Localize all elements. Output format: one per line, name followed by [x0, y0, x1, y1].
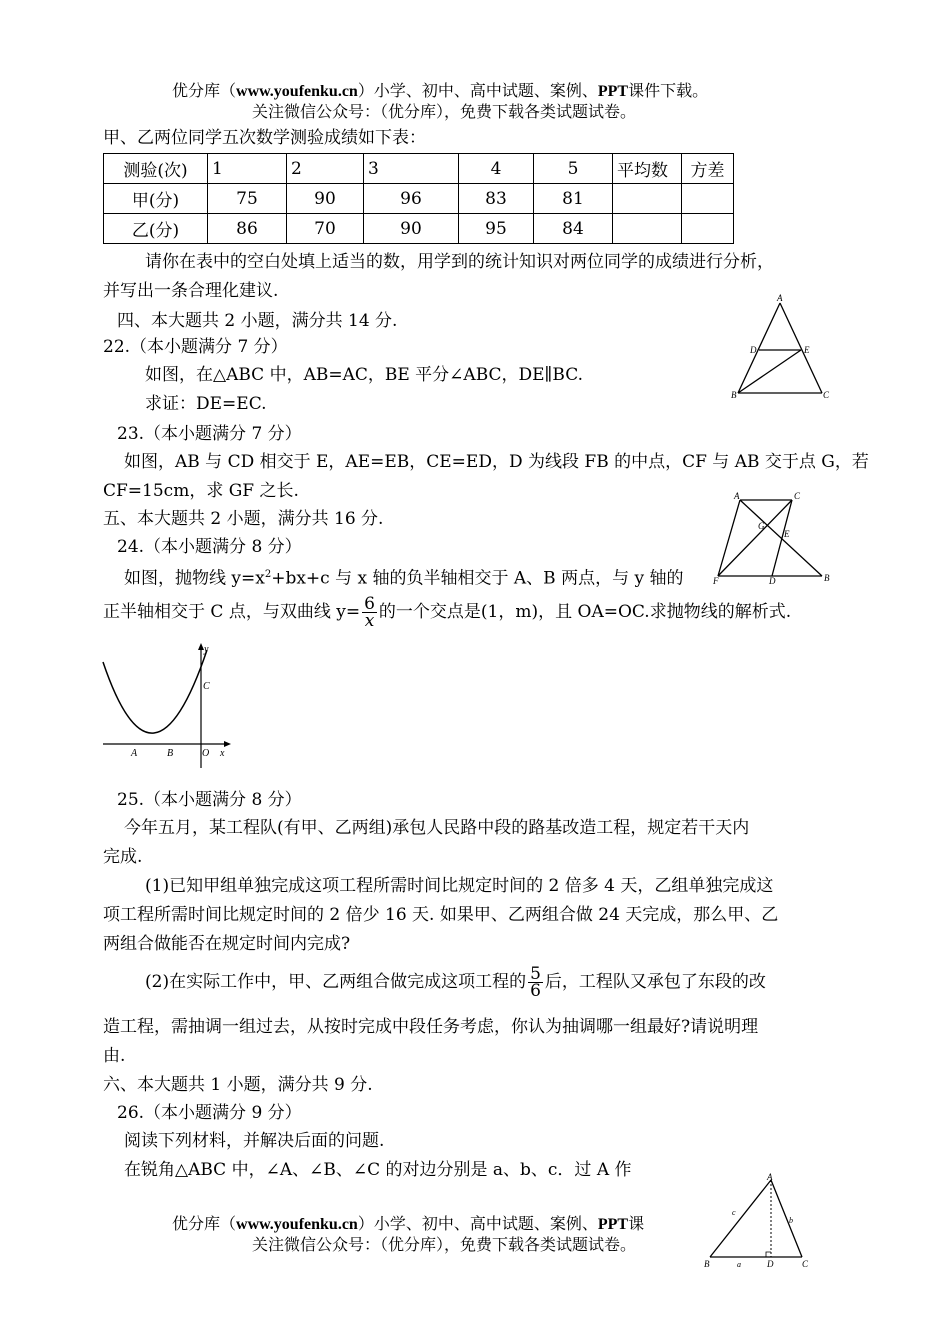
label-E: E — [804, 345, 810, 355]
table-cell: 70 — [287, 214, 364, 244]
q25-part1-1: (1)已知甲组单独完成这项工程所需时间比规定时间的 2 倍多 4 天，乙组单独完成这 — [145, 876, 774, 896]
fraction-5-over-6: $\frac{5}{6}$ — [530, 964, 541, 1001]
table-cell: 90 — [364, 214, 459, 244]
q21-text-1: 请你在表中的空白处填上适当的数，用学到的统计知识对两位同学的成绩进行分析， — [145, 252, 774, 272]
q25-part2-1: (2)在实际工作中，甲、乙两组合做完成这项工程的 $\frac{5}{6}$ 后，工程队又承包了东段的改 — [145, 964, 766, 1001]
header-cell: 4 — [459, 154, 534, 184]
label-x: x — [220, 748, 225, 759]
figure-q26-triangle — [700, 1172, 815, 1272]
q25-part1-2: 项工程所需时间比规定时间的 2 倍少 16 天. 如果甲、乙两组合做 24 天完成，那么甲、乙 — [103, 905, 779, 925]
q25-title: 25.（本小题满分 8 分） — [117, 790, 302, 810]
q25-part2-2: 造工程，需抽调一组过去，从按时完成中段任务考虑，你认为抽调哪一组最好?请说明理 — [103, 1017, 759, 1037]
table-cell — [613, 184, 682, 214]
row-label: 乙(分) — [104, 214, 208, 244]
label-A: A — [734, 491, 740, 501]
page-header-line2: 关注微信公众号：（优分库），免费下载各类试题试卷。 — [252, 102, 637, 121]
label-C: C — [794, 491, 801, 501]
label-D: D — [767, 1259, 774, 1269]
label-A: A — [131, 748, 138, 759]
fraction-6-over-x: $\frac{6}{x}$ — [364, 594, 375, 631]
label-y: y — [204, 644, 209, 655]
table-cell: 86 — [208, 214, 287, 244]
q22-title: 22.（本小题满分 7 分） — [103, 337, 288, 357]
figure-q22-triangle — [728, 293, 838, 403]
label-D: D — [769, 576, 776, 585]
header-cell: 方差 — [682, 154, 734, 184]
table-row — [104, 214, 734, 244]
label-b: b — [789, 1216, 793, 1225]
page-header-line1: 优分库（www.youfenku.cn）小学、初中、高中试题、案例、PPT课件下载。 — [172, 81, 709, 100]
table-cell: 96 — [364, 184, 459, 214]
label-G: G — [758, 521, 765, 531]
label-C: C — [823, 390, 830, 400]
page-footer-line1: 优分库（www.youfenku.cn）小学、初中、高中试题、案例、PPT课 — [172, 1214, 645, 1233]
header-cell: 平均数 — [613, 154, 682, 184]
label-B: B — [167, 748, 174, 759]
q23-text-1: 如图，AB 与 CD 相交于 E，AE=EB，CE=ED，D 为线段 FB 的中点，CF 与 AB 交于点 G，若 — [124, 452, 869, 472]
label-c: c — [732, 1208, 736, 1217]
row-label: 甲(分) — [104, 184, 208, 214]
table-header-row — [104, 154, 734, 184]
label-B: B — [824, 573, 830, 583]
header-cell: 2 — [287, 154, 364, 184]
section-6-title: 六、本大题共 1 小题，满分共 9 分. — [103, 1075, 373, 1095]
scores-table — [103, 153, 734, 244]
table-cell: 75 — [208, 184, 287, 214]
header-cell: 5 — [534, 154, 613, 184]
q26-text-1: 阅读下列材料，并解决后面的问题. — [124, 1131, 385, 1151]
q23-text-2: CF=15cm，求 GF 之长. — [103, 481, 299, 501]
q26-title: 26.（本小题满分 9 分） — [117, 1103, 302, 1123]
header-cell: 测验(次) — [104, 154, 208, 184]
label-B: B — [704, 1259, 710, 1269]
table-cell — [613, 214, 682, 244]
table-row — [104, 184, 734, 214]
table-cell: 84 — [534, 214, 613, 244]
figure-q24-parabola — [98, 640, 238, 770]
label-E: E — [784, 529, 790, 539]
label-O: O — [202, 748, 210, 759]
table-cell — [682, 184, 734, 214]
q22-text: 如图，在△ABC 中，AB=AC，BE 平分∠ABC，DE∥BC. — [145, 365, 584, 385]
table-cell: 95 — [459, 214, 534, 244]
q25-text-2: 完成. — [103, 847, 143, 867]
q25-text-1: 今年五月，某工程队(有甲、乙两组)承包人民路中段的路基改造工程，规定若干天内 — [124, 818, 750, 838]
section-4-title: 四、本大题共 2 小题，满分共 14 分. — [117, 311, 398, 331]
label-D: D — [750, 345, 757, 355]
q23-title: 23.（本小题满分 7 分） — [117, 424, 302, 444]
label-A: A — [777, 293, 783, 303]
q24-text-1: 如图，抛物线 $y=x^2+bx+c$ 与 x 轴的负半轴相交于 A、B 两点，与 y 轴的 — [124, 568, 684, 589]
figure-q23-geometry — [710, 490, 840, 585]
table-cell — [682, 214, 734, 244]
label-A: A — [767, 1172, 773, 1182]
q26-text-2: 在锐角△ABC 中，∠A、∠B、∠C 的对边分别是 a、b、c．过 A 作 — [124, 1160, 632, 1180]
label-C: C — [203, 681, 210, 692]
table-cell: 83 — [459, 184, 534, 214]
header-cell: 3 — [364, 154, 459, 184]
q25-part2-3: 由. — [103, 1046, 126, 1066]
q24-text-2: 正半轴相交于 C 点，与双曲线 y= $\frac{6}{x}$ 的一个交点是(1，m)，且 OA=OC.求抛物线的解析式. — [103, 594, 792, 631]
label-a: a — [737, 1260, 741, 1269]
page-footer-line2: 关注微信公众号：（优分库），免费下载各类试题试卷。 — [252, 1235, 637, 1254]
label-F: F — [713, 576, 719, 585]
table-cell: 90 — [287, 184, 364, 214]
q25-part1-3: 两组合做能否在规定时间内完成? — [103, 934, 351, 954]
q22-prove: 求证：DE=EC. — [145, 394, 267, 414]
header-cell: 1 — [208, 154, 287, 184]
label-C: C — [802, 1259, 809, 1269]
table-cell: 81 — [534, 184, 613, 214]
section-5-title: 五、本大题共 2 小题，满分共 16 分. — [103, 509, 384, 529]
q24-title: 24.（本小题满分 8 分） — [117, 537, 302, 557]
q21-text-2: 并写出一条合理化建议. — [103, 281, 279, 301]
label-B: B — [731, 390, 737, 400]
table-intro: 甲、乙两位同学五次数学测验成绩如下表： — [103, 128, 426, 148]
